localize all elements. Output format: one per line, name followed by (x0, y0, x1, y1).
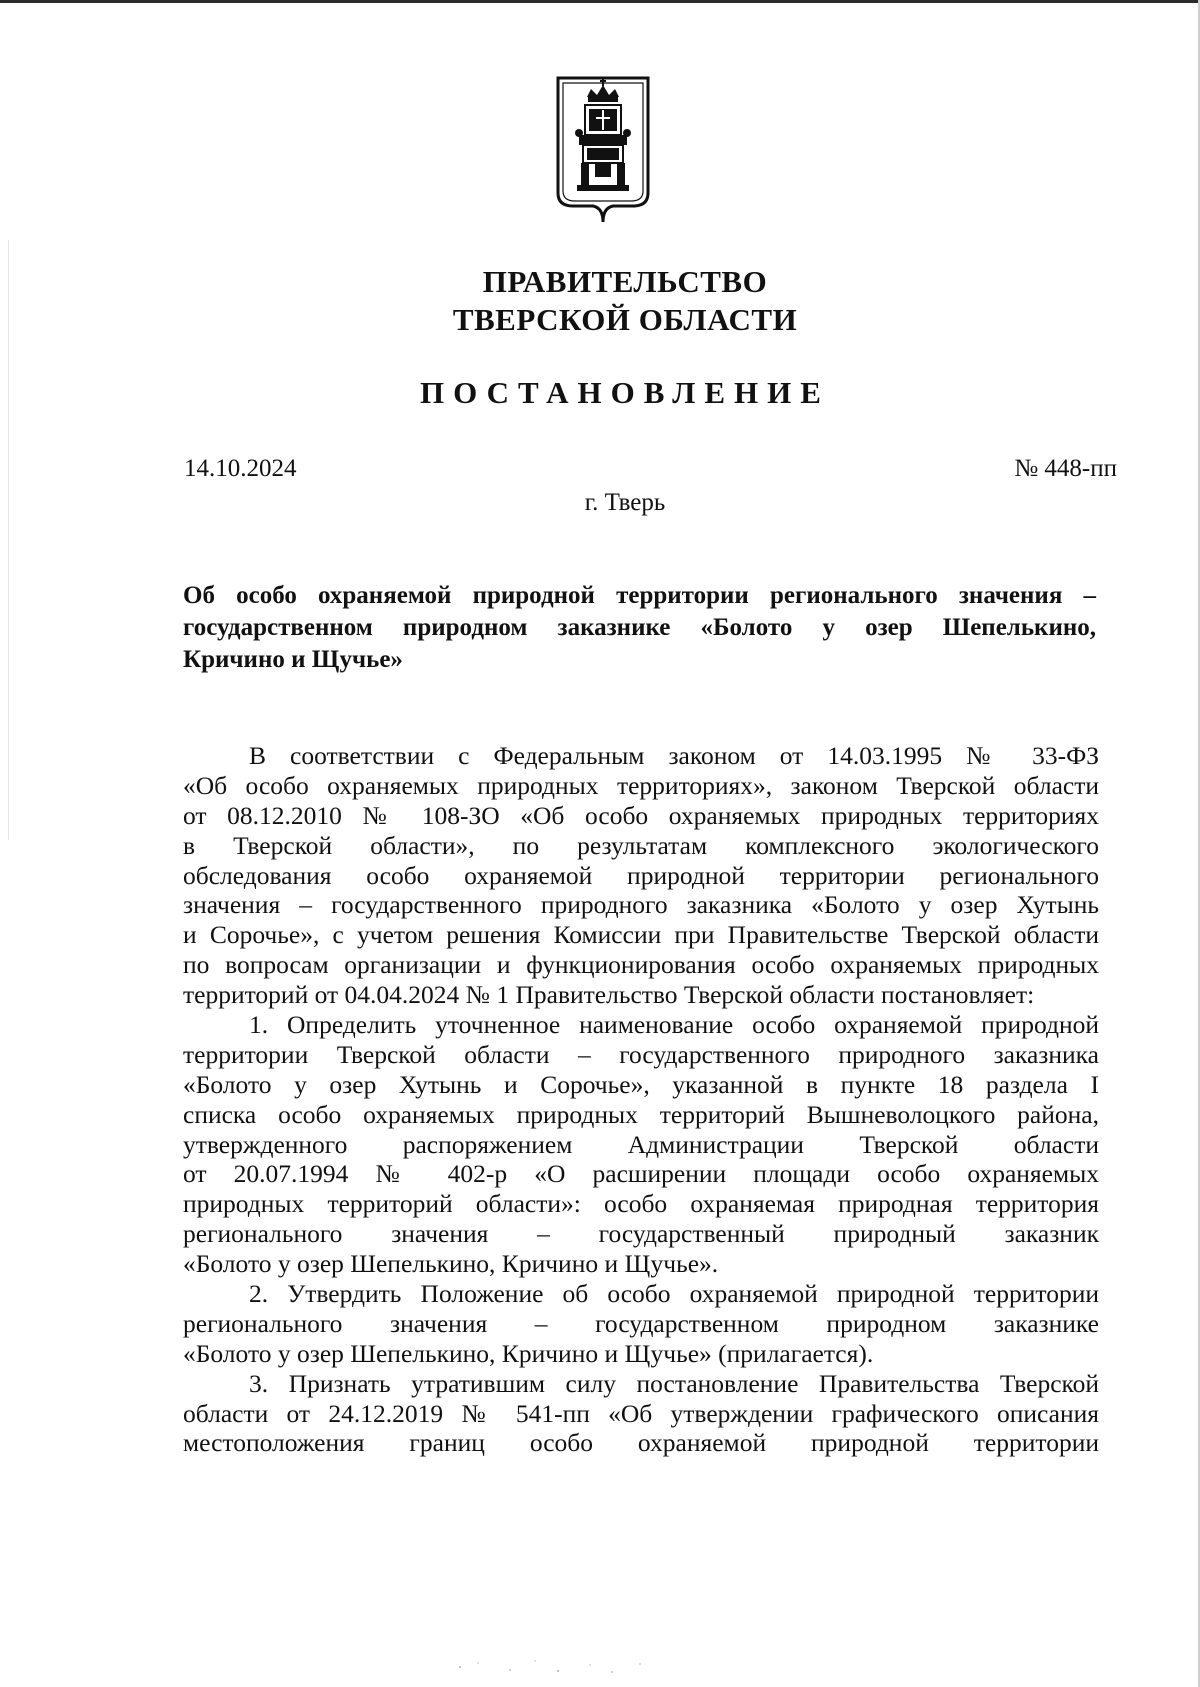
body-line: 1. Определить уточненное наименование особо охраняемой природной (249, 1010, 1099, 1040)
body-line: «Об особо охраняемых природных территориях», законом Тверской области (183, 770, 1099, 800)
body-line: В соответствии с Федеральным законом от 14.03.1995 № 33-ФЗ (249, 741, 1099, 770)
scan-edge-top (0, 0, 1200, 3)
body-line: и Сорочье», с учетом решения Комиссии при Правительстве Тверской области (183, 920, 1099, 950)
body-line: «Болото у озер Шепелькино, Кричино и Щучье». (183, 1249, 719, 1279)
body-line: значения – государственного природного заказника «Болото у озер Хутынь (183, 890, 1099, 920)
title-line: Об особо охраняемой природной территории регионального значения – (183, 582, 1096, 609)
title-line: Кричино и Щучье» (183, 646, 403, 673)
coat-of-arms-icon (555, 75, 651, 225)
body-line: «Болото у озер Шепелькино, Кричино и Щучье» (прилагается). (183, 1338, 874, 1368)
body-line: территории Тверской области – государственного природного заказника (183, 1039, 1099, 1069)
body-line: от 08.12.2010 № 108-ЗО «Об особо охраняемых природных территориях (183, 800, 1099, 830)
document-date: 14.10.2024 (184, 455, 297, 482)
body-line: области от 24.12.2019 № 541-пп «Об утверждении графического описания (183, 1398, 1099, 1428)
body-line: по вопросам организации и функционирования особо охраняемых природных (183, 950, 1099, 980)
body-line: регионального значения – государственный природный заказник (183, 1219, 1099, 1249)
body-line: списка особо охраняемых природных территорий Вышневолоцкого района, (183, 1099, 1099, 1129)
body-line: местоположения границ особо охраняемой природной территории (183, 1428, 1099, 1458)
body-line: обследования особо охраняемой природной территории регионального (183, 860, 1099, 890)
org-name-line1: ПРАВИТЕЛЬСТВО (482, 264, 768, 299)
scan-noise (440, 1655, 670, 1675)
body-line: территорий от 04.04.2024 № 1 Правительство Тверской области постановляет: (183, 980, 1035, 1010)
body-line: утвержденного распоряжением Администрации Тверской области (183, 1129, 1099, 1159)
body-line: 2. Утвердить Положение об особо охраняемой природной территории (249, 1279, 1099, 1309)
body-line: природных территорий области»: особо охраняемая природная территория (183, 1189, 1099, 1219)
document-number: № 448-пп (1014, 455, 1117, 482)
body-line: в Тверской области», по результатам комплексного экологического (183, 830, 1099, 860)
body-line: 3. Признать утратившим силу постановление Правительства Тверской (249, 1368, 1099, 1398)
document-city: г. Тверь (584, 489, 666, 516)
document-title (183, 580, 1096, 676)
org-name-line2: ТВЕРСКОЙ ОБЛАСТИ (452, 302, 798, 337)
document-type: ПОСТАНОВЛЕНИЕ (420, 375, 830, 410)
document-body (183, 741, 1099, 1458)
body-line: регионального значения – государственном природном заказнике (183, 1308, 1099, 1338)
title-line: государственном природном заказнике «Болото у озер Шепелькино, (183, 614, 1096, 641)
body-line: от 20.07.1994 № 402-р «О расширении площади особо охраняемых (183, 1159, 1099, 1189)
body-line: «Болото у озер Хутынь и Сорочье», указанной в пункте 18 раздела I (183, 1069, 1099, 1099)
